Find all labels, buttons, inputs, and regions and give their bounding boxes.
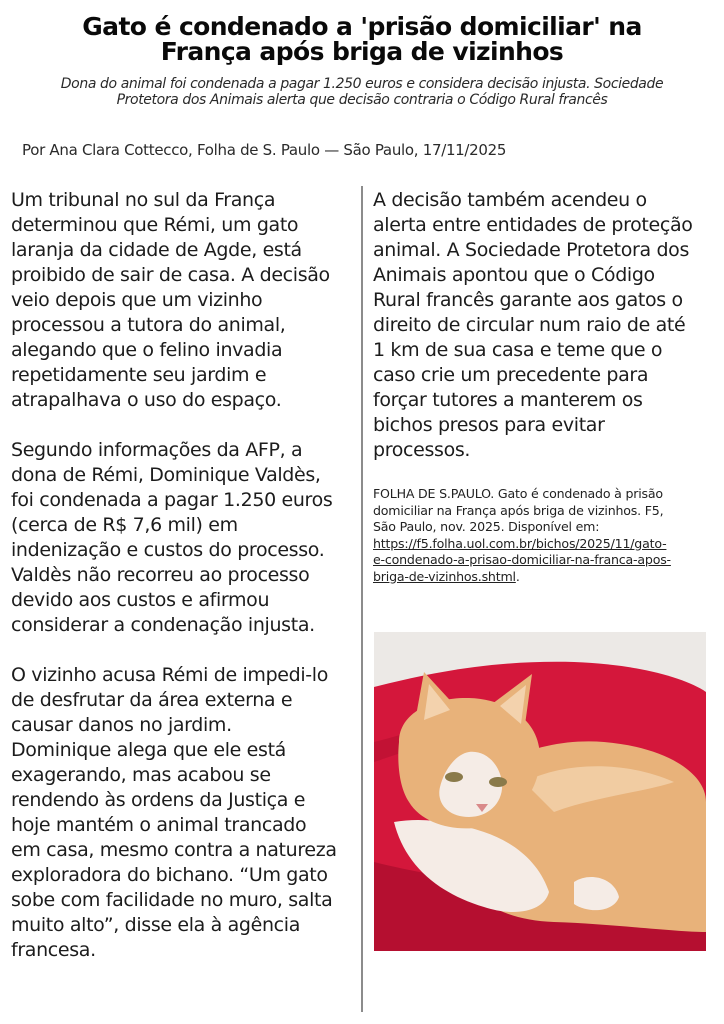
- article-headline: [0, 14, 724, 64]
- body-paragraph: Um tribunal no sul da França determinou que Rémi, um gato laranja da cidade de Agde, está proibido de sair de casa. A decisão veio depois que um vizinho processou a tutora do animal, alegando que o felino invadia repetidamente seu jardim e atrapalhava o uso do espaço.: [11, 189, 330, 411]
- body-paragraph: Segundo informações da AFP, a dona de Rémi, Dominique Valdès, foi condenada a pagar 1.250 euros (cerca de R$ 7,6 mil) em indenização e custos do processo. Valdès não recorreu ao processo devido aos custos e afirmou considerar a condenação injusta.: [11, 439, 333, 636]
- left-column: [11, 188, 356, 988]
- cat-photo-illustration: [374, 632, 706, 951]
- reference-text: FOLHA DE S.PAULO. Gato é condenado à prisão domiciliar na França após briga de vizinhos. F5, São Paulo, nov. 2025. Disponível em:: [373, 486, 664, 534]
- reference-trailing: .: [515, 568, 520, 584]
- body-paragraph: A decisão também acendeu o alerta entre entidades de proteção animal. A Sociedade Protetora dos Animais apontou que o Código Rural francês garante aos gatos o direito de circular num raio de até 1 km de sua casa e teme que o caso crie um precedente para forçar tutores a manterem os bichos presos para evitar processos.: [373, 189, 693, 461]
- article-subheadline: [10, 76, 714, 108]
- subheadline-line-1: Dona do animal foi condenada a pagar 1.250 euros e considera decisão injusta. Sociedade: [60, 76, 664, 92]
- headline-line-2: França após briga de vizinhos: [160, 37, 564, 66]
- headline-line-1: Gato é condenado a 'prisão domiciliar' na: [82, 12, 642, 41]
- cat-eye-right: [489, 777, 507, 787]
- cat-photo: [374, 632, 706, 951]
- subheadline-line-2: Protetora dos Animais alerta que decisão contraria o Código Rural francês: [116, 92, 608, 108]
- source-reference: [373, 486, 713, 585]
- body-paragraph: O vizinho acusa Rémi de impedi-lo de desfrutar da área externa e causar danos no jardim. Dominique alega que ele está exagerando, mas acabou se rendendo às ordens da Justiça e hoje mantém o animal trancado em casa, mesmo contra a natureza exploradora do bichano. “Um gato sobe com facilidade no muro, salta muito alto”, disse ela à agência francesa.: [11, 664, 337, 961]
- article-byline: Por Ana Clara Cottecco, Folha de S. Paulo — São Paulo, 17/11/2025: [22, 141, 507, 159]
- right-column: [373, 188, 713, 488]
- cat-eye-left: [445, 772, 463, 782]
- source-link[interactable]: https://f5.folha.uol.com.br/bichos/2025/11/gato- e-condenado-a-prisao-domiciliar-na-franca-apos- briga-de-vizinhos.shtml: [373, 535, 671, 584]
- column-divider: [361, 186, 363, 1012]
